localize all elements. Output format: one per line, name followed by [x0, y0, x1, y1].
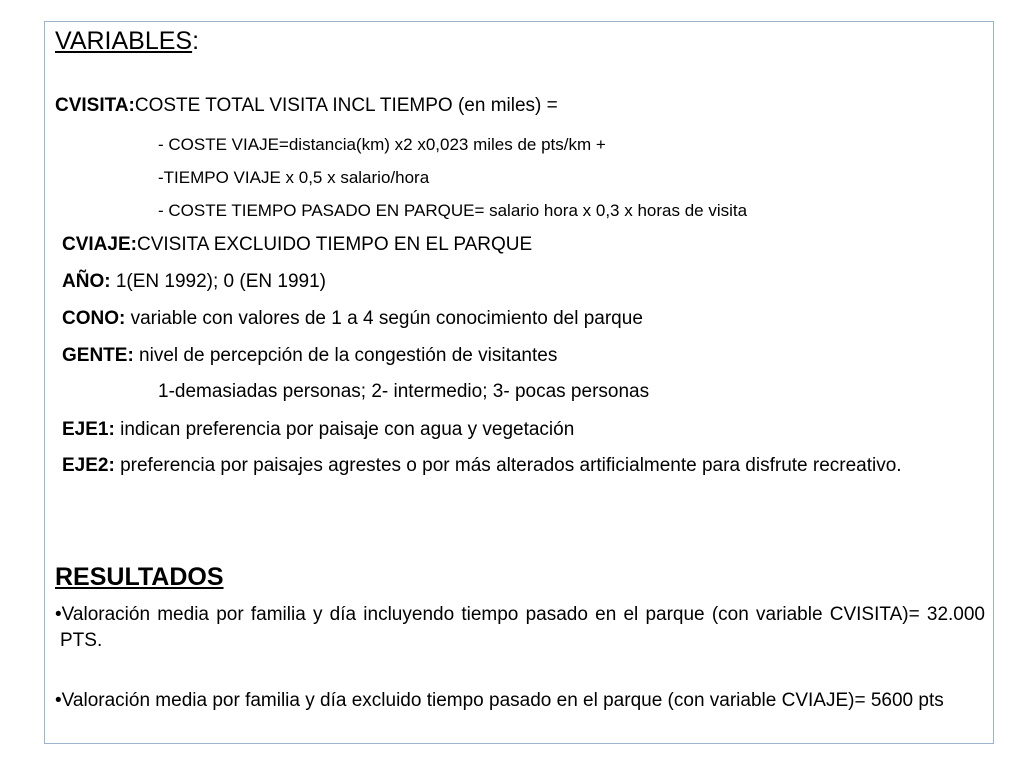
cvisita-text: COSTE TOTAL VISITA INCL TIEMPO (en miles) =	[134, 95, 558, 116]
cono-text: variable con valores de 1 a 4 según conocimiento del parque	[125, 308, 643, 329]
slide-content-box	[44, 21, 994, 744]
resultado-bullet	[55, 688, 985, 714]
cvisita-line	[55, 94, 558, 118]
gente-line	[62, 344, 557, 368]
resultado-bullet	[55, 602, 985, 654]
resultado-bullet-text: Valoración media por familia y día incluyendo tiempo pasado en el parque (con variable CVISITA)= 32.000 PTS.	[60, 604, 985, 651]
ano-text: 1(EN 1992); 0 (EN 1991)	[110, 271, 327, 292]
cono-label: CONO:	[62, 308, 126, 329]
resultados-title-text: RESULTADOS	[55, 563, 224, 591]
eje2-text: preferencia por paisajes agrestes o por más alterados artificialmente para disfrute recreativo.	[114, 455, 902, 476]
cvisita-sub-item: -TIEMPO VIAJE x 0,5 x salario/hora	[158, 168, 430, 187]
eje2-label: EJE2:	[62, 455, 115, 476]
cvisita-sub-item: - COSTE TIEMPO PASADO EN PARQUE= salario hora x 0,3 x horas de visita	[158, 201, 748, 220]
ano-line	[62, 270, 326, 294]
resultados-title	[55, 562, 224, 592]
cviaje-line	[62, 233, 532, 257]
cono-line	[62, 307, 643, 331]
gente-label: GENTE:	[62, 345, 134, 366]
variables-title-colon: :	[192, 27, 200, 55]
cviaje-text: CVISITA EXCLUIDO TIEMPO EN EL PARQUE	[136, 234, 533, 255]
eje1-text: indican preferencia por paisaje con agua y vegetación	[114, 419, 575, 440]
variables-title-text: VARIABLES	[55, 27, 193, 55]
bullet-icon: •	[55, 604, 62, 625]
eje1-label: EJE1:	[62, 419, 115, 440]
cviaje-label: CVIAJE:	[62, 234, 137, 255]
gente-sub-text: 1-demasiadas personas; 2- intermedio; 3- pocas personas	[158, 381, 650, 402]
resultado-bullet-text: Valoración media por familia y día excluido tiempo pasado en el parque (con variable CVIAJE)= 5600 pts	[61, 690, 944, 711]
bullet-icon: •	[55, 690, 62, 711]
ano-label: AÑO:	[62, 271, 111, 292]
variables-title	[55, 26, 199, 56]
cvisita-sub-item: - COSTE VIAJE=distancia(km) x2 x0,023 miles de pts/km +	[158, 135, 606, 154]
eje1-line	[62, 418, 574, 442]
gente-text: nivel de percepción de la congestión de visitantes	[133, 345, 558, 366]
eje2-paragraph	[55, 452, 985, 480]
cvisita-label: CVISITA:	[55, 95, 135, 116]
